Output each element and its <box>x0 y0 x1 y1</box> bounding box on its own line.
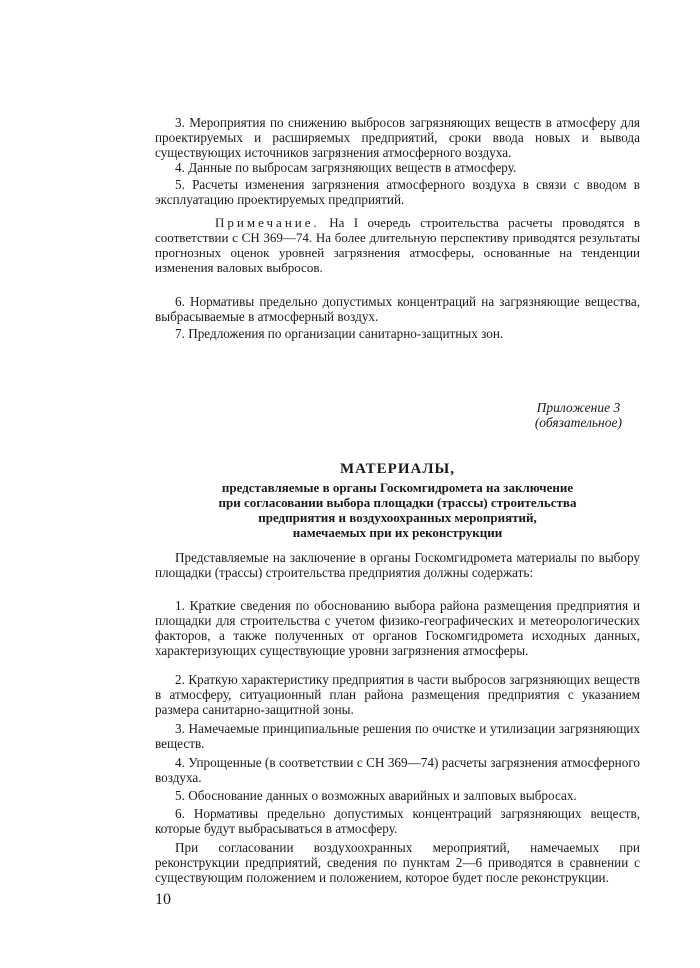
body-item-1: 1. Краткие сведения по обоснованию выбора района размещения предприятия и площадки для строительства с учетом физико-географических и метеорологических факторов, а также полученных от органов Госкомгидромета исходных данных, характеризующих существующие уровни загрязнения атмосферы. <box>155 598 640 658</box>
appendix-label <box>535 400 622 430</box>
section-title: МАТЕРИАЛЫ, <box>340 461 455 477</box>
section-subtitle-1: представляемые в органы Госкомгидромета на заключение <box>221 480 574 495</box>
body-item-5: 5. Обоснование данных о возможных аварийных и залповых выбросах. <box>175 788 577 803</box>
appendix-status: (обязательное) <box>534 415 622 430</box>
body-item-3: 3. Намечаемые принципиальные решения по очистке и утилизации загрязняющих веществ. <box>155 721 640 751</box>
section-subtitle-2: при согласовании выбора площадки (трассы) строительства <box>218 495 577 510</box>
list-item-7: 7. Предложения по организации санитарно-защитных зон. <box>175 326 504 341</box>
note-text: На I очередь строительства расчеты проводятся в соответствии с СН 369—74. На более длительную перспективу приводятся результаты прогнозных оценок уровней загрязнения атмосферы, основанные на тенденции изменения валовых выбросов. <box>155 215 640 275</box>
list-item-4: 4. Данные по выбросам загрязняющих веществ в атмосферу. <box>175 160 517 175</box>
intro-paragraph: Представляемые на заключение в органы Госкомгидромета материалы по выбору площадки (трассы) строительства предприятия должны содержать: <box>155 550 640 580</box>
list-item-3: 3. Мероприятия по снижению выбросов загрязняющих веществ в атмосферу для проектируемых и расширяемых предприятий, сроки ввода новых и вывода существующих источников загрязнения атмосферного воздуха. <box>155 115 640 160</box>
list-item-5: 5. Расчеты изменения загрязнения атмосферного воздуха в связи с вводом в эксплуатацию проектируемых предприятий. <box>155 177 640 207</box>
section-subtitle-4: намечаемых при их реконструкции <box>292 525 503 540</box>
page-number: 10 <box>155 891 171 908</box>
list-item-6: 6. Нормативы предельно допустимых концентраций на загрязняющие вещества, выбрасываемые в атмосферный воздух. <box>155 294 640 324</box>
section-subtitle-3: предприятия и воздухоохранных мероприятий, <box>258 510 537 525</box>
note-label: Примечание. <box>215 215 320 230</box>
body-item-6: 6. Нормативы предельно допустимых концентраций загрязняющих веществ, которые будут выбрасываться в атмосферу. <box>155 806 640 836</box>
body-item-2: 2. Краткую характеристику предприятия в части выбросов загрязняющих веществ в атмосферу, ситуационный план района размещения предприятия с указанием размера санитарно-защитной зоны. <box>155 672 640 717</box>
note-paragraph <box>155 215 640 275</box>
body-item-4: 4. Упрощенные (в соответствии с СН 369—74) расчеты загрязнения атмосферного воздуха. <box>155 755 640 785</box>
appendix-number: Приложение 3 <box>536 400 621 415</box>
closing-paragraph: При согласовании воздухоохранных мероприятий, намечаемых при реконструкции предприятий, сведения по пунктам 2—6 приводятся в сравнении с существующим положением и положением, которое будет после реконструкции. <box>155 840 640 885</box>
